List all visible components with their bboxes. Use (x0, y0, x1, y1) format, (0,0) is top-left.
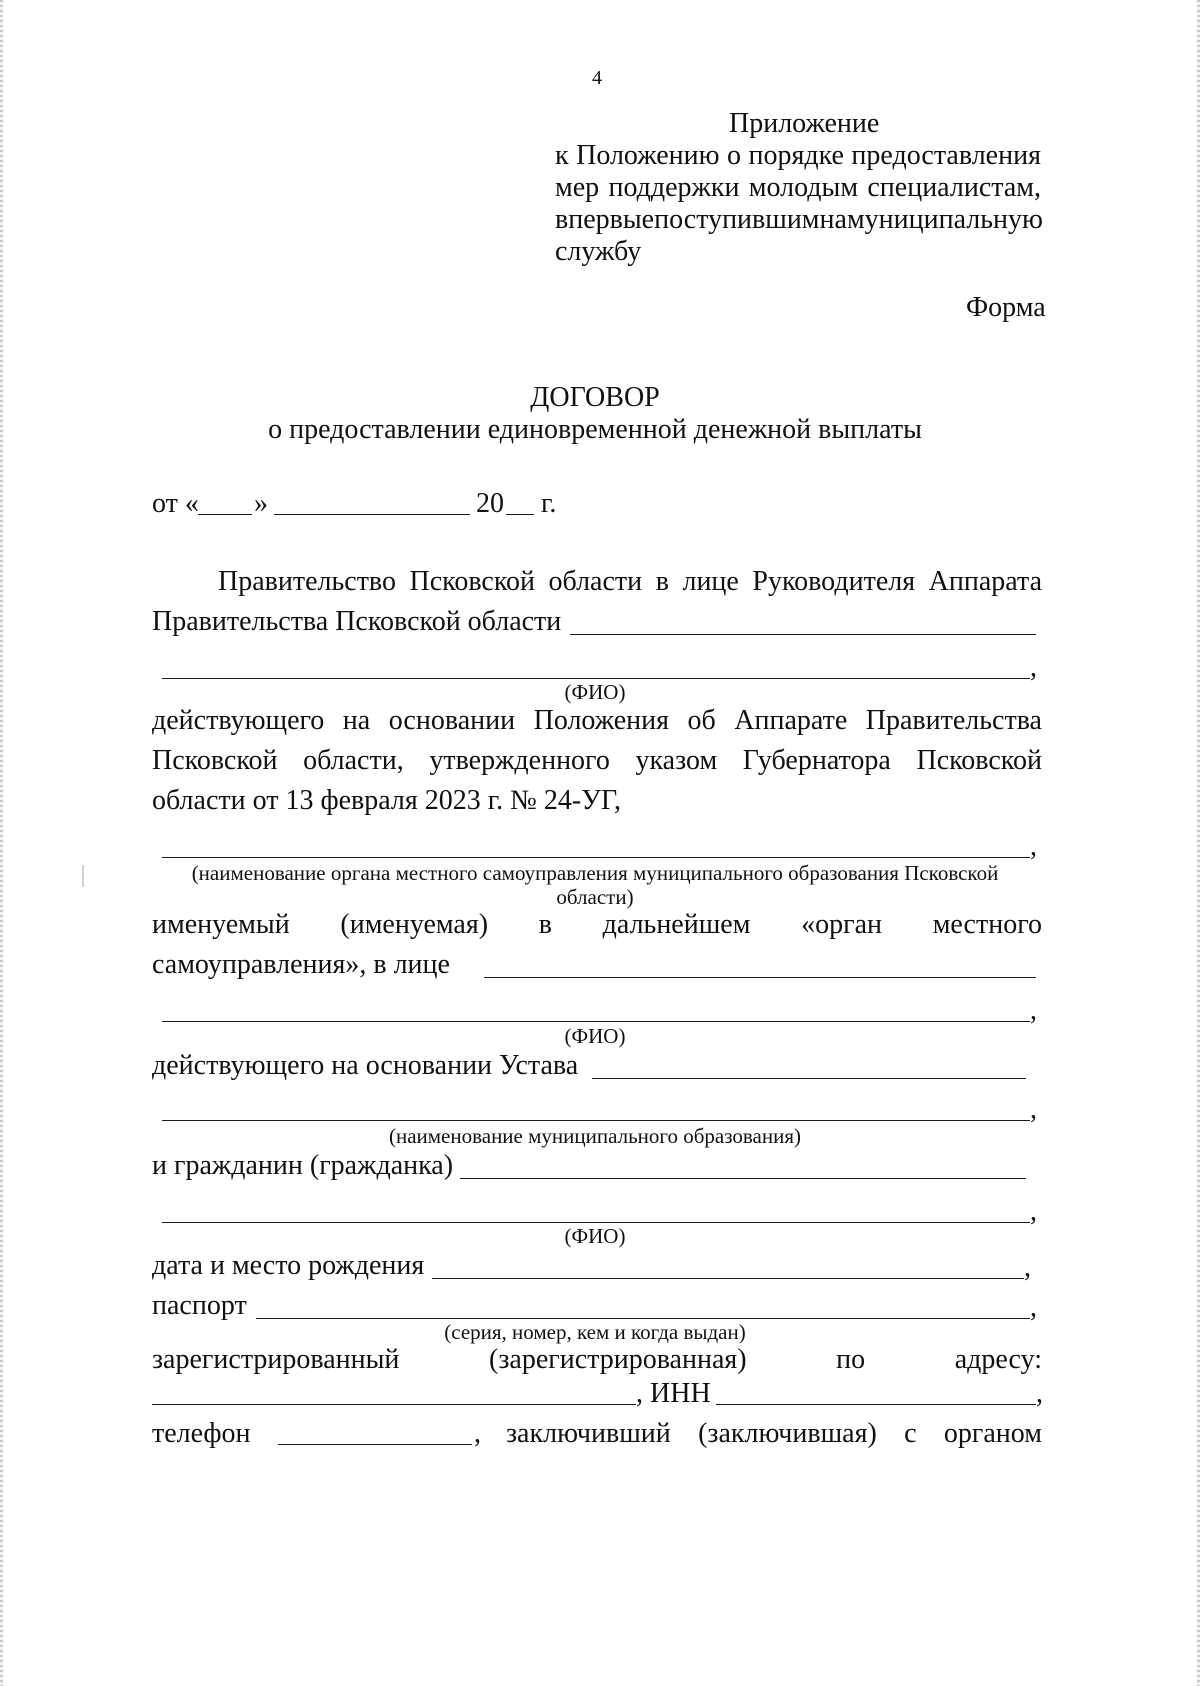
appendix-line-3: впервые поступившим на муниципальную (555, 204, 1043, 235)
comma: , (1030, 652, 1037, 683)
para4-line1: действующего на основании Устава (152, 1050, 579, 1081)
appendix-line-2: мер поддержки молодым специалистам, (555, 172, 1041, 203)
para3-line2: самоуправления», в лице (152, 949, 450, 980)
comma: , (1030, 1196, 1037, 1227)
para1-line1: Правительство Псковской области в лице Руководителя Аппарата (218, 566, 1042, 597)
year-suffix: г. (541, 488, 557, 519)
inn-label: , ИНН (636, 1378, 711, 1409)
phone-field[interactable] (278, 1444, 472, 1445)
citizen-fio-field-1[interactable] (460, 1178, 1026, 1179)
citizen-fio-field-2[interactable] (162, 1222, 1030, 1223)
para2-line3: области от 13 февраля 2023 г. № 24-УГ, (152, 785, 621, 816)
comma: , (1030, 995, 1037, 1026)
page-number: 4 (592, 67, 602, 89)
birth-field[interactable] (432, 1278, 1024, 1279)
contract-title: ДОГОВОР (530, 382, 660, 413)
hint-passport: (серия, номер, кем и когда выдан) (444, 1320, 746, 1344)
appendix-line-4: службу (555, 236, 642, 267)
comma: , (1024, 1252, 1031, 1283)
para1-line2: Правительства Псковской области (152, 606, 562, 637)
inn-field[interactable] (716, 1404, 1036, 1405)
hint-org-line2: области) (556, 885, 634, 909)
hint-org-line1: (наименование органа местного самоуправления муниципального образования Псковской (191, 861, 999, 885)
comma: , (1036, 1378, 1043, 1409)
charter-field-2[interactable] (162, 1120, 1030, 1121)
hint-fio-1: (ФИО) (564, 680, 626, 704)
day-field[interactable] (198, 514, 252, 515)
para5-line1: и гражданин (гражданка) (152, 1150, 454, 1181)
official-fio-field-1[interactable] (484, 977, 1036, 978)
form-label: Форма (966, 292, 1046, 323)
org-name-field[interactable] (162, 857, 1030, 858)
official-fio-field-2[interactable] (162, 1021, 1030, 1022)
comma: , (474, 1418, 481, 1449)
comma: , (1030, 831, 1037, 862)
phone-label: телефон (152, 1418, 251, 1449)
passport-label: паспорт (152, 1290, 247, 1321)
para2-line2: Псковской области, утвержденного указом Губернатора Псковской (152, 745, 1042, 776)
date-quote-close: » (254, 488, 268, 519)
contract-subtitle: о предоставлении единовременной денежной выплаты (268, 414, 922, 445)
date-prefix: от « (152, 488, 199, 519)
head-fio-field-2[interactable] (162, 678, 1030, 679)
month-field[interactable] (274, 514, 470, 515)
charter-field-1[interactable] (592, 1078, 1026, 1079)
comma: , (1030, 1292, 1037, 1323)
birth-label: дата и место рождения (152, 1250, 425, 1281)
hint-mo: (наименование муниципального образования) (388, 1124, 802, 1148)
appendix-title: Приложение (729, 108, 880, 139)
head-fio-field-1[interactable] (570, 634, 1036, 635)
appendix-line-1: к Положению о порядке предоставления (555, 140, 1041, 171)
hint-fio-3: (ФИО) (564, 1224, 626, 1248)
passport-field[interactable] (256, 1318, 1030, 1319)
year-prefix: 20 (476, 488, 504, 519)
scan-edge-left (0, 0, 3, 1686)
year-field[interactable] (506, 514, 534, 515)
para2-line1: действующего на основании Положения об Аппарате Правительства (152, 705, 1042, 736)
concluded-line: заключивший (заключившая) с органом (506, 1418, 1042, 1449)
registration-line: зарегистрированный (зарегистрированная) по адресу: (152, 1344, 1042, 1375)
para3-line1: именуемый (именуемая) в дальнейшем «орган местного (152, 909, 1042, 940)
comma: , (1030, 1094, 1037, 1125)
hint-fio-2: (ФИО) (564, 1024, 626, 1048)
address-field[interactable] (152, 1404, 636, 1405)
